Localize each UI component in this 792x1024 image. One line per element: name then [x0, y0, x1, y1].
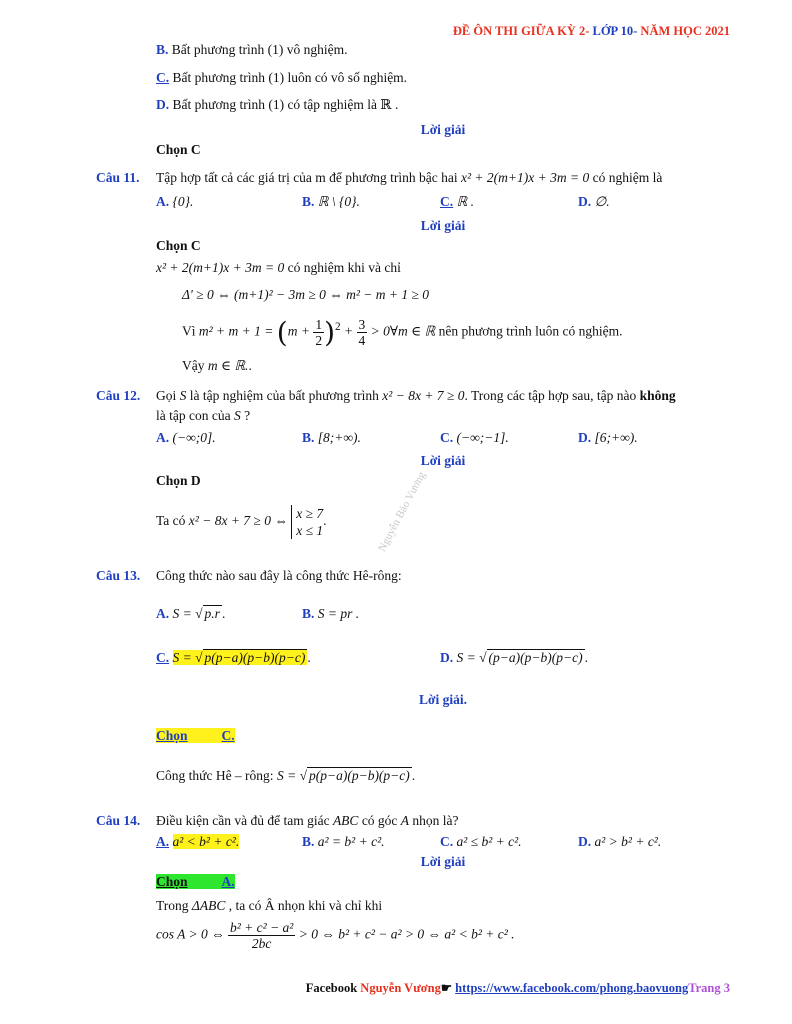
q12-option-d: D. [6;+∞).	[578, 430, 638, 445]
footer-facebook-link[interactable]: https://www.facebook.com/phong.baovuong	[455, 981, 689, 995]
q11-option-a: A. {0}.	[156, 194, 194, 209]
q13-option-a: A. S = √ p.r .	[156, 606, 226, 621]
question-14-text: Điều kiện cần và đủ để tam giác ABC có góc A nhọn là?	[156, 813, 459, 828]
q13-solution-heading: Lời giải.	[419, 692, 467, 707]
q14-option-b: B. a² = b² + c².	[302, 834, 385, 849]
q11-solution-line1: x² + 2(m+1)x + 3m = 0 có nghiệm khi và chỉ	[156, 260, 401, 275]
q11-option-c: C. ℝ .	[440, 194, 474, 209]
q13-answer: Chọn C.	[156, 728, 235, 743]
q11-option-d: D. ∅.	[578, 194, 610, 209]
q14-solution-line2: cos A > 0 ⇔ $\frac{\text{b² + c² − a²}}{2bc}$ > 0 ⇔ b² + c² − a² > 0 ⇔ a² < b² + c² .	[156, 920, 515, 951]
q14-solution-line1: Trong ΔABC , ta có Â nhọn khi và chỉ khi	[156, 898, 383, 913]
question-11	[96, 170, 140, 186]
question-12-text-line2: là tập con của S ?	[156, 408, 251, 423]
q11-solution-line2: Δ' ≥ 0 ⇔ (m+1)² − 3m ≥ 0 ⇔ m² − m + 1 ≥ 0	[182, 287, 430, 302]
q14-option-d: D. a² > b² + c².	[578, 834, 662, 849]
q14-option-c: C. a² ≤ b² + c².	[440, 834, 522, 849]
header-grade: LỚP 10-	[592, 24, 641, 38]
question-13-label: Câu 13.	[96, 568, 141, 583]
page-header	[453, 24, 730, 39]
pointing-hand-icon: ☛	[440, 981, 456, 995]
q14-option-a: A. a² < b² + c².	[156, 834, 240, 849]
q12-option-c: C. (−∞;−1].	[440, 430, 509, 445]
q13-option-c: C. S = √ p(p−a)(p−b)(p−c) .	[156, 650, 311, 665]
option-c-prev: C. Bất phương trình (1) luôn có vô số nghiệm.	[156, 70, 408, 85]
question-11-text: Tập hợp tất cả các giá trị của m để phương trình bậc hai x² + 2(m+1)x + 3m = 0 có nghiệm là	[156, 170, 663, 185]
q13-highlight-c: S = √ p(p−a)(p−b)(p−c)	[172, 650, 306, 665]
question-14-label: Câu 14.	[96, 813, 141, 828]
question-12-label: Câu 12.	[96, 388, 141, 403]
watermark: Nguyễn Bảo Vương	[376, 469, 429, 554]
page-footer: Facebook Nguyễn Vương☛ https://www.facebook.com/phong.baovuongTrang 3	[305, 981, 730, 995]
q13-option-b: B. S = pr .	[302, 606, 360, 621]
q11-solution-heading: Lời giải	[420, 218, 466, 233]
q12-option-a: A. (−∞;0].	[156, 430, 216, 445]
question-13-text: Công thức nào sau đây là công thức Hê-rông:	[156, 568, 402, 583]
answer-prev: Chọn C	[156, 142, 201, 157]
q11-option-b: B. ℝ \ {0}.	[302, 194, 360, 209]
q14-solution-heading: Lời giải	[420, 854, 466, 869]
q12-option-b: B. [8;+∞).	[302, 430, 361, 445]
q13-solution: Công thức Hê – rông: S = √ p(p−a)(p−b)(p−c) .	[156, 768, 416, 783]
q12-solution: Ta có x² − 8x + 7 ≥ 0 ⇔ x ≥ 7 x ≤ 1 .	[156, 506, 327, 538]
option-d-prev: D. Bất phương trình (1) có tập nghiệm là ℝ .	[156, 97, 399, 112]
header-year: NĂM HỌC 2021	[640, 24, 730, 38]
q12-answer: Chọn D	[156, 473, 201, 488]
q11-solution-line4: Vậy m ∈ ℝ..	[182, 358, 252, 373]
question-12-text: Gọi S là tập nghiệm của bất phương trình x² − 8x + 7 ≥ 0. Trong các tập hợp sau, tập nào không	[156, 388, 676, 403]
q11-solution-line3: Vì m² + m + 1 = (m + $\frac{1}{2}$ )$^2$ + $\frac{3}{4}$ > 0∀m ∈ ℝ nên phương trình luôn có nghiệm.	[182, 316, 623, 349]
header-exam-title: ĐỀ ÔN THI GIỮA KỲ 2-	[452, 24, 593, 38]
q12-solution-heading: Lời giải	[420, 453, 466, 468]
q14-answer: Chọn A.	[156, 874, 235, 889]
option-b-prev: B. Bất phương trình (1) vô nghiệm.	[156, 42, 348, 57]
q11-answer: Chọn C	[156, 238, 201, 253]
question-11-label: Câu 11.	[96, 170, 140, 185]
solution-heading-prev: Lời giải	[420, 122, 466, 137]
page-number: Trang 3	[688, 981, 730, 995]
footer-author: Nguyễn Vương	[360, 981, 441, 995]
q13-option-d: D. S = √ (p−a)(p−b)(p−c) .	[440, 650, 588, 665]
